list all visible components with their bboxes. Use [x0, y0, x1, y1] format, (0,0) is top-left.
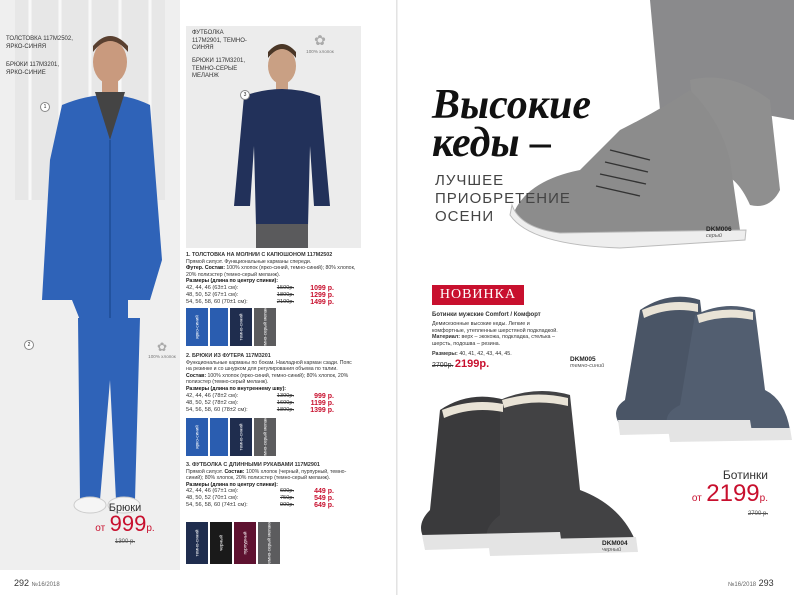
- product2-header: 2. БРЮКИ ИЗ ФУТЕРА 117M3201: [186, 353, 271, 359]
- boots-promo: [668, 468, 768, 517]
- code-navy: [570, 356, 604, 369]
- marker-3: 3: [240, 90, 250, 100]
- swatch-label: темно-синий: [194, 529, 200, 557]
- product3-sizes-label: Размеры (длина по центру спинки):: [186, 481, 279, 488]
- pants-promo-price: 999: [109, 511, 147, 536]
- boots-promo-old-price: 2700 р.: [747, 511, 768, 517]
- old-price: 900р.: [280, 502, 294, 509]
- new-price: 1099 р.: [310, 284, 334, 292]
- new-badge: НОВИНКА: [432, 285, 524, 305]
- product3-description: [186, 462, 356, 509]
- product2-sizes-label: Размеры (длина по внутреннему шву):: [186, 385, 287, 392]
- swatch-bright-blue-fabric: [210, 418, 228, 456]
- size-label: 42, 44, 46 (63±1 см):: [186, 284, 239, 291]
- model2-bottom-label: БРЮКИ 117M3201, ТЕМНО-СЕРЫЕ МЕЛАНЖ: [192, 58, 246, 79]
- product1-sizes-label: Размеры (длина по центру спинки):: [186, 278, 279, 285]
- swatch-bright-blue[interactable]: [186, 418, 208, 456]
- new-price: 999 р.: [314, 392, 334, 400]
- swatch-dark-grey[interactable]: [254, 304, 276, 350]
- left-footer: [14, 578, 60, 588]
- code-grey: [706, 226, 732, 239]
- marker-1: 1: [40, 102, 50, 112]
- product1-swatches: [186, 304, 296, 350]
- pants-promo-prefix: от: [95, 523, 106, 534]
- subheadline: [435, 172, 571, 226]
- swatch-label: ярко-синий: [194, 315, 200, 339]
- right-page-number: 293: [758, 578, 774, 588]
- new-price: 1499 р.: [310, 298, 334, 306]
- pants-promo-old-price: 1300 р.: [114, 539, 136, 545]
- code-navy-id: DKM005: [570, 356, 596, 363]
- size-label: 48, 50, 52 (67±1 см):: [186, 291, 239, 298]
- swatch-label: темно-серый меланж: [262, 304, 268, 350]
- product3-composition: 100% хлопок (черный, пурпурный, темно-синий); 80% хлопок, 20% полиэстер (темно-серый меланж).: [186, 468, 347, 482]
- swatch-label: темно-синий: [238, 313, 244, 341]
- pants-promo-currency: р.: [146, 523, 155, 534]
- product2-composition-label: Состав:: [186, 372, 207, 379]
- old-price: 1300р.: [276, 392, 294, 399]
- old-price: 1800р.: [276, 291, 294, 298]
- size-label: 42, 44, 46 (67±1 см):: [186, 488, 239, 495]
- cotton-badge-label: 100% хлопок: [148, 354, 176, 359]
- swatch-bright-blue-fabric: [210, 308, 228, 346]
- boots-promo-title: Ботинки: [722, 468, 768, 482]
- old-price: 750р.: [280, 495, 294, 502]
- boots-text: Демисезонные высокие кеды. Легкие и комфортные, утепленные шерстяной подкладкой.: [432, 320, 558, 334]
- price-row: [186, 285, 356, 292]
- price-row: [186, 292, 356, 299]
- old-price: 600р.: [280, 488, 294, 495]
- product2-composition: 100% хлопок (ярко-синий, темно-синий); 80% хлопок, 20% полиэстер (темно-серый меланж).: [186, 372, 349, 386]
- price-row: [186, 407, 356, 414]
- model1-top-label: ТОЛСТОВКА 117M2502, ЯРКО-СИНЯЯ: [6, 36, 73, 50]
- subhead-line3: ОСЕНИ: [435, 208, 495, 225]
- size-label: 48, 50, 52 (70±1 см):: [186, 495, 239, 502]
- old-price: 1500р.: [276, 284, 294, 291]
- product3-composition-label: Состав:: [224, 468, 245, 475]
- model1-bottom-label: БРЮКИ 117M3201, ЯРКО-СИНИЕ: [6, 62, 60, 76]
- headline-line1: Высокие: [432, 82, 592, 128]
- price-row: [186, 502, 356, 509]
- headline-line2: кеды –: [432, 120, 552, 166]
- page-spine: [396, 0, 398, 595]
- boots-price: 2199р.: [454, 357, 490, 370]
- size-label: 42, 44, 46 (78±2 см):: [186, 392, 239, 399]
- product1-text: Прямой силуэт. Функциональные карманы спереди.: [186, 258, 312, 265]
- price-row: [186, 488, 356, 495]
- new-price: 549 р.: [314, 495, 334, 503]
- model-photo-tracksuit: [0, 0, 180, 570]
- code-grey-id: DKM006: [706, 226, 732, 233]
- product2-swatches: [186, 414, 296, 460]
- new-price: 449 р.: [314, 488, 334, 496]
- swatch-label: черный: [218, 535, 224, 551]
- pants-promo-title: Брюки: [108, 502, 142, 514]
- swatch-label: темно-серый меланж: [262, 414, 268, 460]
- size-label: 54, 56, 58, 60 (74±1 см):: [186, 502, 248, 509]
- product3-header: 3. ФУТБОЛКА С ДЛИННЫМИ РУКАВАМИ 117M2901: [186, 462, 320, 468]
- code-black-color: черный: [602, 547, 622, 553]
- code-navy-color: темно-синий: [570, 363, 605, 369]
- left-issue: №16/2018: [31, 582, 60, 588]
- product2-description: [186, 353, 356, 414]
- size-label: 54, 56, 58, 60 (78±2 см):: [186, 406, 248, 413]
- swatch-label: темно-серый меланж: [266, 520, 272, 566]
- cotton-badge-2: [305, 32, 335, 54]
- marker-2: 2: [24, 340, 34, 350]
- right-issue: №16/2018: [728, 582, 757, 588]
- cotton-flower-icon: ✿: [156, 340, 168, 354]
- cotton-badge-1: [148, 340, 176, 359]
- swatch-dark-blue[interactable]: [230, 308, 252, 346]
- boots-old-price: 2700р.: [432, 361, 454, 369]
- subhead-line2: ПРИОБРЕТЕНИЕ: [435, 190, 571, 207]
- size-label: 54, 56, 58, 60 (70±1 см):: [186, 298, 248, 305]
- product1-composition-label: Состав:: [204, 265, 225, 272]
- product1-composition: 100% хлопок (ярко-синий, темно-синий); 80% хлопок, 20% полиэстер (темно-серый меланж).: [186, 265, 356, 278]
- swatch-label: пурпурный: [242, 531, 248, 555]
- cotton-badge-label: 100% хлопок: [306, 49, 334, 54]
- swatch-black[interactable]: [210, 522, 232, 564]
- left-page-number: 292: [14, 578, 30, 588]
- boots-sizes-label: Размеры:: [432, 350, 458, 357]
- boots-promo-prefix: от: [691, 493, 702, 504]
- size-label: 48, 50, 52 (78±2 см):: [186, 399, 239, 406]
- boots-description: [432, 312, 562, 370]
- model-illustration: [0, 0, 180, 570]
- new-price: 649 р.: [314, 502, 334, 510]
- headline: [432, 82, 592, 166]
- cotton-flower-icon: ✿: [314, 32, 326, 48]
- boots-title: Ботинки мужские Comfort / Комфорт: [432, 312, 541, 318]
- swatch-bright-blue[interactable]: [186, 308, 208, 346]
- swatch-dark-blue[interactable]: [230, 418, 252, 456]
- subhead-line1: ЛУЧШЕЕ: [435, 172, 505, 189]
- new-price: 1399 р.: [310, 406, 334, 414]
- new-price: 1299 р.: [310, 291, 334, 299]
- swatch-label: темно-синий: [238, 423, 244, 451]
- code-black: [602, 540, 628, 553]
- model2-top-label: ФУТБОЛКА 117M2901, ТЕМНО-СИНЯЯ: [192, 30, 247, 51]
- price-row: [186, 495, 356, 502]
- product3-text: Прямой силуэт.: [186, 468, 223, 475]
- price-row: [186, 400, 356, 407]
- boots-material-label: Материал:: [432, 334, 461, 341]
- boots-material: верх – экокожа, подкладка, стелька – шерсть, подошва – резина.: [432, 334, 556, 348]
- price-row: [186, 299, 356, 306]
- code-black-id: DKM004: [602, 540, 628, 547]
- product1-fabric-label: Футер.: [186, 265, 204, 272]
- boots-sizes: 40, 41, 42, 43, 44, 45.: [459, 350, 512, 357]
- product1-header: 1. ТОЛСТОВКА НА МОЛНИИ С КАПЮШОНОМ 117M2502: [186, 252, 333, 258]
- swatch-dark-grey[interactable]: [258, 522, 280, 564]
- new-price: 1199 р.: [310, 399, 334, 407]
- code-grey-color: серый: [706, 233, 722, 239]
- old-price: 2100р.: [276, 298, 294, 305]
- right-footer: [728, 578, 774, 588]
- boots-promo-price: 2199: [706, 480, 760, 507]
- swatch-dark-grey[interactable]: [254, 414, 276, 460]
- product1-description: [186, 252, 356, 306]
- pants-promo: [70, 502, 180, 545]
- product3-swatches: [186, 522, 326, 564]
- swatch-dark-blue[interactable]: [186, 522, 208, 564]
- old-price: 1600р.: [276, 399, 294, 406]
- product2-text: Функциональные карманы по бокам. Накладной карман сзади. Пояс на резинке и со шнурком для регулирования объема по талии.: [186, 359, 352, 373]
- old-price: 1800р.: [276, 406, 294, 413]
- price-row: [186, 393, 356, 400]
- boots-promo-currency: р.: [759, 493, 768, 504]
- swatch-purple[interactable]: [234, 522, 256, 564]
- swatch-label: ярко-синий: [194, 425, 200, 449]
